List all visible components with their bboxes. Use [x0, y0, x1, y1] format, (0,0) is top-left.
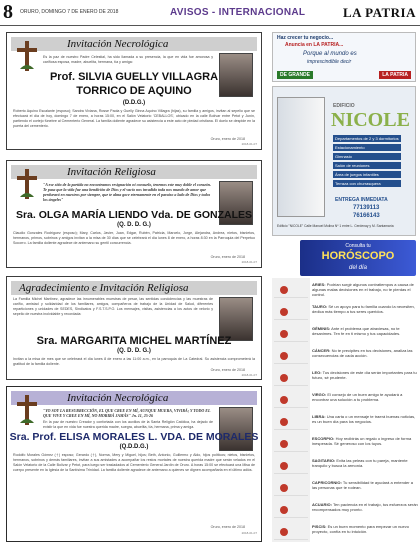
- feature-item: Área de juegos infantiles: [333, 171, 401, 178]
- zodiac-icon: [280, 418, 288, 426]
- horoscope-text: [312, 326, 418, 336]
- zodiac-icon: [280, 308, 288, 316]
- notice-intro: La Familia Michel Martínez, agradece las innumerables muestras de pesar, las sentidas condolencias y las muestras de cariño, amistad y solidaridad de los familiares, amigos, compañeros de trabajo de la Unidad de Salud, diferentes reparticiones y unidades de SEDES, Sindicatos y F.S.T.S.P.O. Los mensajes, visitas, asistencias a los actos de velorio y sepelio de nuestra inolvidable y recordada:: [13, 297, 213, 316]
- horoscope-row: [274, 392, 308, 408]
- deceased-name: Sra. MARGARITA MICHEL MARTÍNEZ: [36, 335, 232, 347]
- zodiac-icon: [280, 528, 288, 536]
- horoscope-reading: Tu sensibilidad te ayudará a entender a las personas que te rodean.: [312, 480, 413, 490]
- notice-body: Invitan a la misa de mes que se celebrará el día lunes 8 de enero a las 11:00 a.m., en la parroquia de La Catedral. Su asistencia comprometerá la gratitud de la familia doliente.: [13, 357, 255, 366]
- notice-title: Invitación Religiosa: [67, 166, 156, 178]
- deceased-name: Sra. OLGA MARÍA LIENDO Vda. DE GONZALES: [15, 209, 253, 221]
- cross-icon: [17, 395, 37, 425]
- notice-code: 2018-01-07: [241, 260, 257, 264]
- deceased-honor: (D.D.G.): [122, 100, 146, 106]
- notice-necrologica-4: [6, 386, 262, 542]
- horoscope-row: [274, 458, 308, 474]
- horoscope-sign: TAURO:: [312, 304, 328, 309]
- ad-la-patria: [272, 32, 416, 82]
- horoscope-reading: No te precipites en tus decisiones, analiza las consecuencias de cada acción.: [312, 348, 413, 358]
- horoscope-sign: GÉMINIS:: [312, 326, 331, 331]
- horoscope-reading: Una carta o un mensaje te traerá buenas noticias, es un buen día para los negocios.: [312, 414, 416, 424]
- horoscope-text: [312, 436, 418, 446]
- notice-quote: "YO SOY LA RESURRECCIÓN, EL QUE CREE EN MÍ, AUNQUE MUERA, VIVIRÁ; Y TODO EL QUE VIVE Y CREE EN MÍ, NO MORIRÁ JAMÁS" Jn. 11, 25-26: [43, 408, 211, 418]
- notice-title-bar: [11, 37, 257, 51]
- phone-2: 76166143: [353, 213, 380, 219]
- horoscope-text: [312, 458, 418, 468]
- ad-badge-brand: LA PATRIA: [379, 71, 411, 79]
- horoscope-reading: Hoy recibirás un regalo o ingreso de forma inesperada. Sé generoso con los tuyos.: [312, 436, 412, 446]
- horoscope-sign: SAGITARIO:: [312, 458, 336, 463]
- notice-necrologica-1: [6, 32, 262, 150]
- zodiac-icon: [280, 462, 288, 470]
- notice-code: 2018-01-07: [241, 531, 257, 535]
- horoscope-row: [274, 348, 308, 364]
- zodiac-icon: [280, 330, 288, 338]
- cross-icon: [17, 169, 37, 199]
- section-title: AVISOS - INTERNACIONAL: [170, 7, 306, 18]
- building-name: NICOLE: [331, 109, 410, 131]
- notice-title: Invitación Necrológica: [67, 38, 169, 50]
- horoscope-sign: CAPRICORNIO:: [312, 480, 342, 485]
- notice-religiosa-2: [6, 160, 262, 268]
- horoscope-text: [312, 348, 418, 358]
- horoscope-row: [274, 370, 308, 386]
- feature-item: Salón de reuniones: [333, 162, 401, 169]
- notice-title-bar: [11, 165, 257, 179]
- notice-intro: Es la paz de nuestro Padre Celestial, ha sido llamada a su presencia, la que en vida fue amorosa y cariñosa esposa, madre, abuelita, hermana, tía y amiga:: [43, 55, 213, 64]
- zodiac-icon: [280, 286, 288, 294]
- deceased-name: Sra. Prof. ELISA MORALES L. VDA. DE MORALES: [9, 431, 259, 443]
- notice-location: Oruro, enero de 2018: [210, 525, 245, 529]
- cross-icon: [17, 41, 37, 71]
- phone-1: 77139113: [353, 205, 380, 211]
- horoscope-text: [312, 414, 418, 424]
- ad-line2: Anuncia en LA PATRIA...: [285, 42, 344, 48]
- feature-list: [333, 135, 401, 189]
- horoscope-reading: Ante el problema que atraviesas, no te desanimes. Ten fe en ti mismo y tus capacidades.: [312, 326, 401, 336]
- page-header: [0, 0, 420, 26]
- horoscope-sign: LEO:: [312, 370, 322, 375]
- feature-item: Gimnasio: [333, 153, 401, 160]
- zodiac-icon: [280, 352, 288, 360]
- horoscope-post: del día: [348, 265, 367, 271]
- horoscope-row: [274, 304, 308, 320]
- ad-line1: Haz crecer tu negocio...: [277, 35, 334, 41]
- zodiac-icon: [280, 440, 288, 448]
- address-text: Edificio "NICOLE" Calle Manuel Molina Nº 1 entre L. Cerdenay y M. Santamaría: [277, 224, 394, 228]
- notice-body: Claudio Gonzales Rodríguez (esposo); Mary, Carlos, Javier, Juan, Edgar, Rubén, Patricia, Marcelo, Jorge, Alejandra, Andrea, nietos, bisnietos, hermanos, primos, sobrinos y amigos invitan a la misa de 30 días que se celebrará el día lunes 8 de enero, a horas 8:30 en la Parroquia del Perpetuo Socorro. La familia doliente agradece de antemano su gentil concurrencia.: [13, 231, 255, 245]
- horoscope-reading: Es un buen momento para empezar un nuevo proyecto, confía en tu intuición.: [312, 524, 409, 534]
- deceased-honor: (Q.D.D.G.): [119, 444, 149, 450]
- ad-edificio-nicole: [272, 86, 416, 236]
- horoscope-sign: VIRGO:: [312, 392, 327, 397]
- zodiac-icon: [280, 484, 288, 492]
- horoscope-banner: [300, 240, 416, 276]
- horoscope-reading: Ten paciencia en el trabajo, tus esfuerzos serán recompensados muy pronto.: [312, 502, 418, 512]
- notice-location: Oruro, enero de 2018: [210, 255, 245, 259]
- horoscope-row: [274, 282, 308, 298]
- zodiac-icon: [280, 396, 288, 404]
- notice-title-bar: [11, 281, 257, 295]
- horoscope-text: [312, 370, 418, 380]
- horoscope-text: [312, 304, 418, 314]
- notice-body: Rodolfo Morales Gómez (†) esposo; Gerardo (†), Norma, Mery y Miguel, hijos; Beth, Antonio, Guillermo y Aldo, hijos políticos; nietos, bisnietos, hermanos, sobrinos y demás familiares, invitan a sus amistades a acompañar los restos mortales de nuestra querida madre que serán velados en el Salón Velatorio de la Calle Bolívar y Petot, para luego ser trasladados al Cementerio General Jardín de Oruro. A horas 15:00 se efectuará una Misa de cuerpo presente en la Iglesia de la Santísima Trinidad. La familia doliente agradece de antemano a quienes se dignen acompañarla en el último adiós.: [13, 453, 255, 472]
- notice-code: 2018-01-07: [241, 142, 257, 146]
- notice-body: Roberto Aquino Escalante (esposo); Sandra Viviana, Rosse Paola y Guelly Ginna Aquino Villagra (hijas), su familia y amigos, invitan al sepelio que se efectuará el día de hoy, domingo 7 de enero, a horas 15:00, en el Salón Velatorio 'CEBALLOS', ubicado en la calle Bolívar entre Petot y Junín, partiendo el cortejo fúnebre al Cementerio General. La familia doliente agradece su asistencia a este acto de piedad cristiana. El duelo se despide en la puerta del cementerio.: [13, 109, 255, 128]
- horoscope-row: [274, 502, 308, 518]
- zodiac-icon: [280, 506, 288, 514]
- feature-item: Departamentos de 2 y 3 dormitorios: [335, 136, 399, 141]
- delivery-text: ENTREGA INMEDIATA: [335, 197, 388, 203]
- zodiac-icon: [280, 374, 288, 382]
- horoscope-sign: ESCORPIO:: [312, 436, 335, 441]
- page-number: 8: [3, 1, 13, 23]
- horoscope-reading: Evita las peleas con tu pareja, mantente tranquilo y busca la armonía.: [312, 458, 408, 468]
- issue-date: ORURO, DOMINGO 7 DE ENERO DE 2018: [20, 9, 119, 15]
- horoscope-text: [312, 480, 418, 490]
- notice-quote: "A ese sitio de la partida no encontramos resignación ni consuelo, tenemos este muy doble el corazón. Te pasa que la vida fue una bendición de Dios y el vacío nos invadido toda nos mundo de amor que perdurará en nuestros por siempre, que te alma goce eternamente en el paraíso a lado de Dios y todos los ángeles": [43, 182, 211, 202]
- notice-agradecimiento-3: [6, 276, 262, 380]
- horoscope-row: [274, 524, 308, 540]
- deceased-honor: (Q. D. D. G.): [117, 222, 151, 228]
- newspaper-brand: LA PATRIA: [343, 5, 416, 20]
- horoscope-sign: CÁNCER:: [312, 348, 331, 353]
- horoscope-reading: Tus decisiones de este día serán importantes para tu futuro, sé prudente.: [312, 370, 417, 380]
- notice-location: Oruro, enero de 2018: [210, 368, 245, 372]
- ad-line3: Porque al mundo es: [303, 51, 357, 57]
- notice-title-bar: [11, 391, 257, 405]
- horoscope-text: [312, 282, 418, 297]
- horoscope-text: [312, 524, 418, 534]
- feature-item: Estacionamiento: [333, 144, 401, 151]
- notice-location: Oruro, enero de 2018: [210, 137, 245, 141]
- horoscope-reading: Podrían surgir algunos contratiempos a causa de algunas malas decisiones en el trabajo, no te pierdas el control.: [312, 282, 414, 297]
- deceased-honor: (Q. D. D. G.): [117, 348, 151, 354]
- ad-badge: DE GRANDE: [277, 71, 313, 79]
- horoscope-row: [274, 436, 308, 452]
- feature-item: Terraza con churrasquera: [333, 180, 401, 187]
- horoscope-pre: Consulta tu: [345, 243, 371, 249]
- deceased-name-line2: TORRICO DE AQUINO: [76, 85, 192, 97]
- horoscope-text: [312, 502, 418, 512]
- horoscope-sign: ACUARIO:: [312, 502, 332, 507]
- notice-title: Invitación Necrológica: [67, 392, 169, 404]
- horoscope-sign: ARIES:: [312, 282, 326, 287]
- horoscope-sign: LIBRA:: [312, 414, 326, 419]
- horoscope-reading: El consejo de un buen amigo te ayudará a encontrar una solución a tu problema.: [312, 392, 403, 402]
- horoscope-row: [274, 326, 308, 342]
- notice-title: Agradecimiento e Invitación Religiosa: [19, 282, 189, 294]
- ad-line4: imprescindible decir: [307, 59, 352, 65]
- horoscope-reading: Sé un apoyo para tu familia cuando la necesiten, dedica más tiempo a tus seres queridos.: [312, 304, 415, 314]
- building-title: EDIFICIO: [333, 103, 355, 109]
- notice-intro: En la paz de nuestro Creador y confortada con los auxilios de la Santa Religión Católica, ha dejado de existir la que en vida fue nuestra querida madre, suegra, abuelita, tía, hermana, prima y amiga.: [43, 420, 213, 429]
- notice-code: 2018-01-07: [241, 373, 257, 377]
- horoscope-text: [312, 392, 418, 402]
- building-image: [277, 97, 325, 217]
- horoscope-row: [274, 414, 308, 430]
- horoscope-sign: PISCIS:: [312, 524, 327, 529]
- horoscope-row: [274, 480, 308, 496]
- horoscope-title: HORÓSCOPO: [321, 250, 395, 262]
- deceased-name-line1: Prof. SILVIA GUELLY VILLAGRA: [49, 71, 219, 83]
